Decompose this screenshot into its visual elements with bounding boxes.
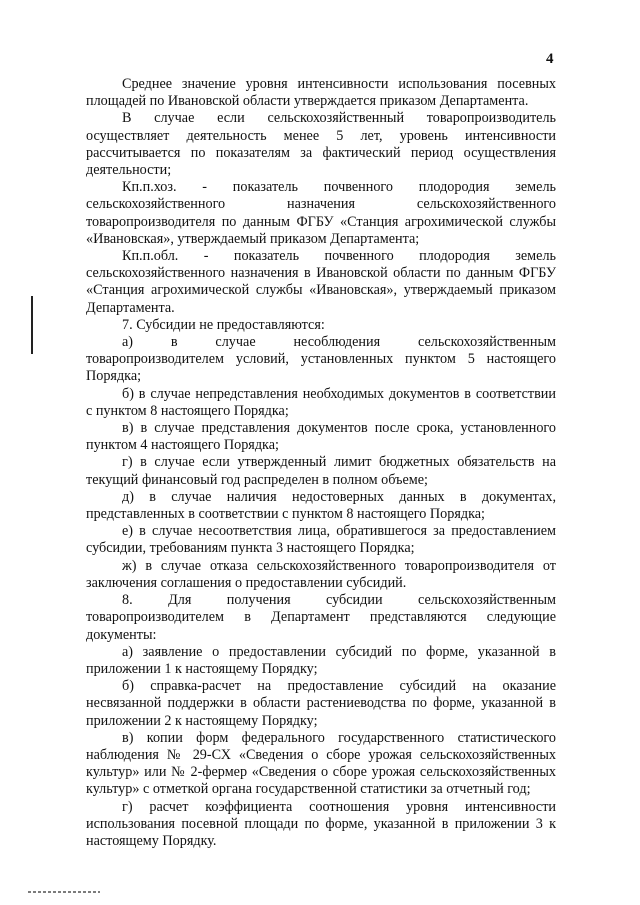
paragraph-8g: г) расчет коэффициента соотношения уровня интенсивности использования посевной площади по форме, указанной в приложении 3 к настоящему Порядку. bbox=[86, 798, 556, 849]
paragraph-7d: д) в случае наличия недостоверных данных в документах, представленных в соответствии с пунктом 8 настоящего Порядка; bbox=[86, 488, 556, 523]
paragraph-section-7-title: 7. Субсидии не предоставляются: bbox=[122, 316, 325, 333]
paragraph-7g: г) в случае если утвержденный лимит бюджетных обязательств на текущий финансовый год распределен в полном объеме; bbox=[86, 454, 556, 488]
paragraph-8b: б) справка-расчет на предоставление субсидий на оказание несвязанной поддержки в области растениеводства по форме, указанной в приложении 2 к настоящему Порядку; bbox=[86, 678, 556, 729]
paragraph-7b: б) в случае непредставления необходимых документов в соответствии с пунктом 8 настоящего Порядка; bbox=[86, 385, 556, 419]
paragraph-section-8-title: 8. Для получения субсидии сельскохозяйственным товаропроизводителем в Департамент представляются следующие документы: bbox=[86, 592, 556, 643]
scan-bottom-mark bbox=[28, 891, 100, 893]
paragraph-7a: а) в случае несоблюдения сельскохозяйственным товаропроизводителем условий, установленных пунктом 5 настоящего Порядка; bbox=[86, 334, 556, 385]
paragraph-kpp-region: Кп.п.обл. - показатель почвенного плодородия земель сельскохозяйственного назначения в Ивановской области по данным ФГБУ «Станция агрохимической службы «Ивановская», утверждаемый приказом Департамента. bbox=[86, 248, 556, 316]
paragraph-7v: в) в случае представления документов после срока, установленного пунктом 4 настоящего Порядка; bbox=[86, 420, 556, 454]
paragraph-kpp-farm: Кп.п.хоз. - показатель почвенного плодородия земель сельскохозяйственного назначения сельскохозяйственного товаропроизводителя по данным ФГБУ «Станция агрохимической службы «Ивановская», утверждаемый приказом Департамента; bbox=[86, 179, 556, 247]
paragraph-7e: е) в случае несоответствия лица, обратившегося за предоставлением субсидии, требованиям пункта 3 настоящего Порядка; bbox=[86, 523, 556, 557]
margin-mark bbox=[31, 296, 33, 354]
paragraph-8v: в) копии форм федерального государственного статистического наблюдения № 29-СХ «Сведения о сборе урожая сельскохозяйственных культур» или № 2-фермер «Сведения о сборе урожая сельскохозяйственных культур» с отметкой органа государственной статистики за отчетный год; bbox=[86, 729, 556, 798]
paragraph-activity-period: В случае если сельскохозяйственный товаропроизводитель осуществляет деятельность менее 5 лет, уровень интенсивности рассчитывается по показателям за фактический период осуществления деятельности; bbox=[86, 110, 556, 179]
paragraph-8a: а) заявление о предоставлении субсидий по форме, указанной в приложении 1 к настоящему Порядку; bbox=[86, 643, 556, 677]
page-number: 4 bbox=[546, 51, 554, 67]
paragraph-7zh: ж) в случае отказа сельскохозяйственного товаропроизводителя от заключения соглашения о предоставлении субсидий. bbox=[86, 557, 556, 591]
paragraph-average-intensity: Среднее значение уровня интенсивности использования посевных площадей по Ивановской области утверждается приказом Департамента. bbox=[86, 76, 556, 110]
document-body bbox=[86, 76, 556, 850]
